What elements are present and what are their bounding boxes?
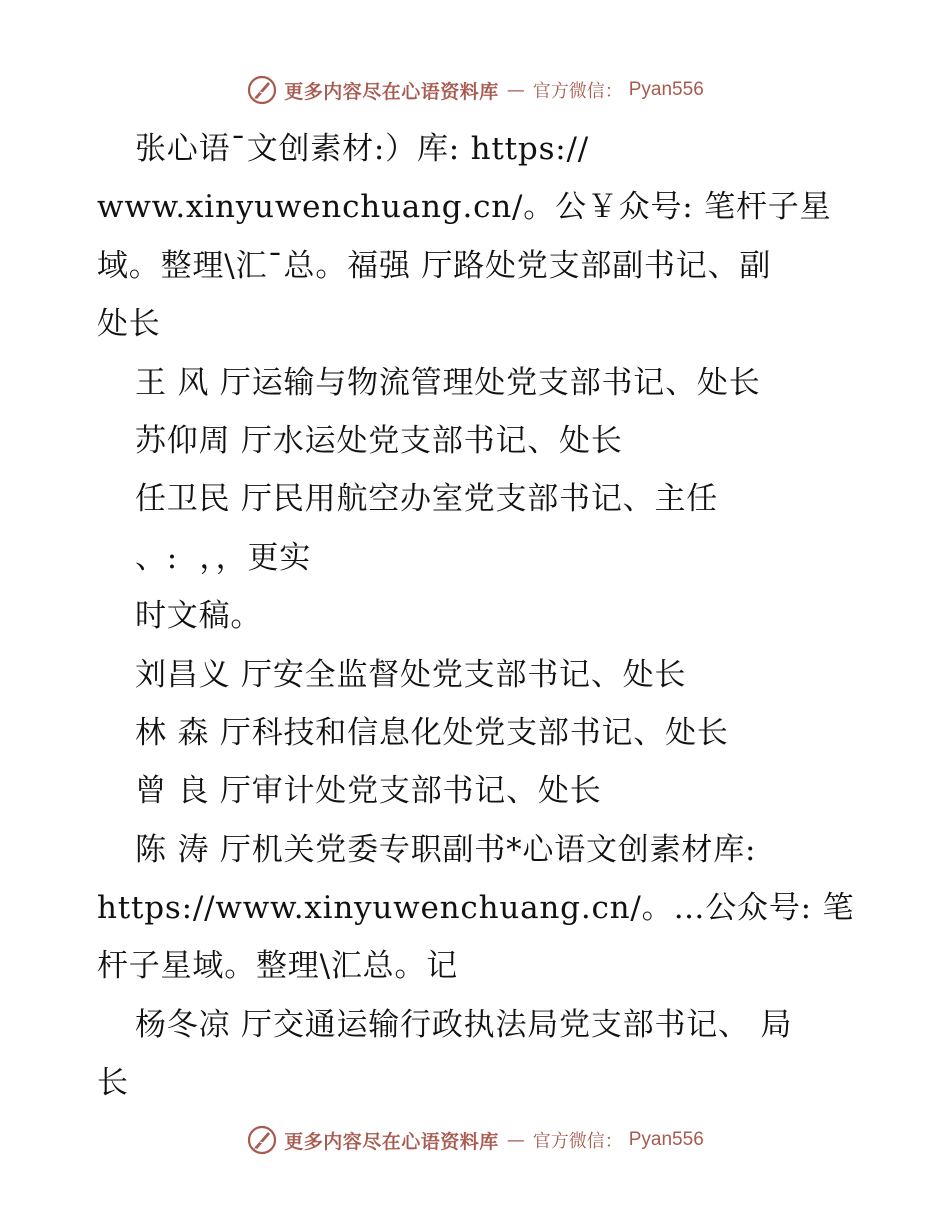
header-slogan: 更多内容尽在心语资料库 [284,80,499,103]
text-line: 、: ，，更实 [135,539,312,576]
header-wechat-label: 官方微信： [532,81,623,102]
text-line: www.xinyuwenchuang.cn/。公￥众号: 笔杆子星 [97,189,832,226]
text-line: 域。整理\汇¯总。福强 厅路处党支部副书记、副 [97,247,772,284]
footer-wechat-label: 官方微信： [532,1131,623,1152]
footer-slogan: 更多内容尽在心语资料库 [284,1130,499,1153]
header-wechat-id: Pyan556 [628,79,704,100]
text-line: 时文稿。 [135,598,263,635]
text-line: 长 [97,1065,129,1102]
footer-banner [0,1120,950,1160]
footer-banner-inner [246,1124,704,1156]
text-line: 杆子星域。整理\汇总。记 [97,948,459,985]
footer-wechat-id: Pyan556 [628,1129,704,1150]
text-line: 曾 良 厅审计处党支部书记、处长 [135,773,602,810]
text-line: 陈 涛 厅机关党委专职副书*心语文创素材库: [135,831,757,868]
quill-logo-icon [246,74,278,106]
text-line: 刘昌义 厅安全监督处党支部书记、处长 [135,656,687,693]
footer-dash: — [506,1129,525,1151]
text-line: 林 森 厅科技和信息化处党支部书记、处长 [135,714,729,751]
document-body [97,120,857,1113]
text-line: 张心语¯文创素材:）库: https:// [135,131,590,167]
header-banner [0,70,950,110]
text-line: 处长 [97,306,161,343]
text-line: 杨冬凉 厅交通运输行政执法局党支部书记、 局 [135,1006,793,1043]
quill-logo-icon [246,1124,278,1156]
header-dash: — [506,79,525,101]
text-line: 苏仰周 厅水运处党支部书记、处长 [135,422,623,459]
text-line: 王 风 厅运输与物流管理处党支部书记、处长 [135,364,761,401]
header-banner-inner [246,74,704,106]
text-line: 任卫民 厅民用航空办室党支部书记、主任 [135,481,719,518]
text-line: https://www.xinyuwenchuang.cn/。…公众号: 笔 [97,890,855,927]
